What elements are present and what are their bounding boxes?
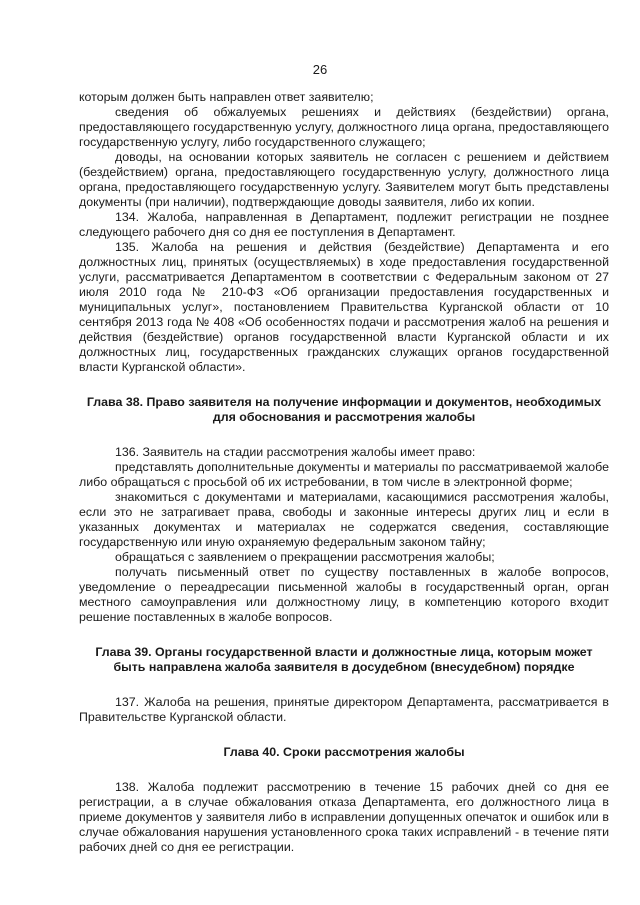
spacer [79, 375, 609, 395]
paragraph: получать письменный ответ по существу поставленных в жалобе вопросов, уведомление о переадресации письменной жалобы в государственный орган, орган местного самоуправления или должностному лицу, в компетенцию которого входит решение поставленных в жалобе вопросов. [79, 565, 609, 624]
document-body [79, 90, 609, 855]
spacer [79, 675, 609, 695]
paragraph: представлять дополнительные документы и материалы по рассматриваемой жалобе либо обращаться с просьбой об их истребовании, в том числе в электронной форме; [79, 460, 609, 489]
paragraph: 137. Жалоба на решения, принятые директором Департамента, рассматривается в Правительстве Курганской области. [79, 695, 609, 724]
paragraph: обращаться с заявлением о прекращении рассмотрения жалобы; [115, 550, 495, 564]
chapter-heading: Глава 40. Сроки рассмотрения жалобы [223, 745, 465, 759]
paragraph: 136. Заявитель на стадии рассмотрения жалобы имеет право: [115, 445, 476, 459]
paragraph: доводы, на основании которых заявитель не согласен с решением и действием (бездействием) органа, предоставляющего государственную услугу, должностного лица органа, предоставляющего государственную услугу. Заявителем могут быть представлены документы (при наличии), подтверждающие доводы заявителя, либо их копии. [79, 150, 609, 209]
paragraph: 135. Жалоба на решения и действия (бездействие) Департамента и его должностных лиц, принятых (осуществляемых) в ходе предоставления государственной услуги, рассматривается Департаментом в соответствии с Федеральным законом от 27 июля 2010 года № 210-ФЗ «Об организации предоставления государственных и муниципальных услуг», постановлением Правительства Курганской области от 10 сентября 2013 года № 408 «Об особенностях подачи и рассмотрения жалоб на решения и действия (бездействие) органов государственной власти Курганской области и их должностных лиц, государственных гражданских служащих органов государственной власти Курганской области». [79, 240, 609, 374]
spacer [79, 760, 609, 780]
paragraph: которым должен быть направлен ответ заявителю; [79, 90, 374, 104]
spacer [79, 425, 609, 445]
paragraph: сведения об обжалуемых решениях и действиях (бездействии) органа, предоставляющего государственную услугу, должностного лица органа, предоставляющего государственную услугу, либо государственного служащего; [79, 105, 609, 149]
spacer [79, 625, 609, 645]
paragraph: 138. Жалоба подлежит рассмотрению в течение 15 рабочих дней со дня ее регистрации, а в случае обжалования отказа Департамента, его должностного лица в приеме документов у заявителя либо в исправлении допущенных опечаток и ошибок или в случае обжалования нарушения установленного срока таких исправлений - в течение пяти рабочих дней со дня ее регистрации. [79, 780, 609, 854]
chapter-heading: Глава 38. Право заявителя на получение информации и документов, необходимых для обоснования и рассмотрения жалобы [86, 395, 602, 424]
page-number: 26 [312, 62, 328, 77]
spacer [79, 725, 609, 745]
chapter-heading: Глава 39. Органы государственной власти и должностные лица, которым может быть направлена жалоба заявителя в досудебном (внесудебном) порядке [95, 645, 593, 674]
paragraph: 134. Жалоба, направленная в Департамент, подлежит регистрации не позднее следующего рабочего дня со дня ее поступления в Департамент. [79, 210, 609, 239]
paragraph: знакомиться с документами и материалами, касающимися рассмотрения жалобы, если это не затрагивает права, свободы и законные интересы других лиц и если в указанных документах и материалах не содержатся сведения, составляющие государственную или иную охраняемую федеральным законом тайну; [79, 490, 609, 549]
